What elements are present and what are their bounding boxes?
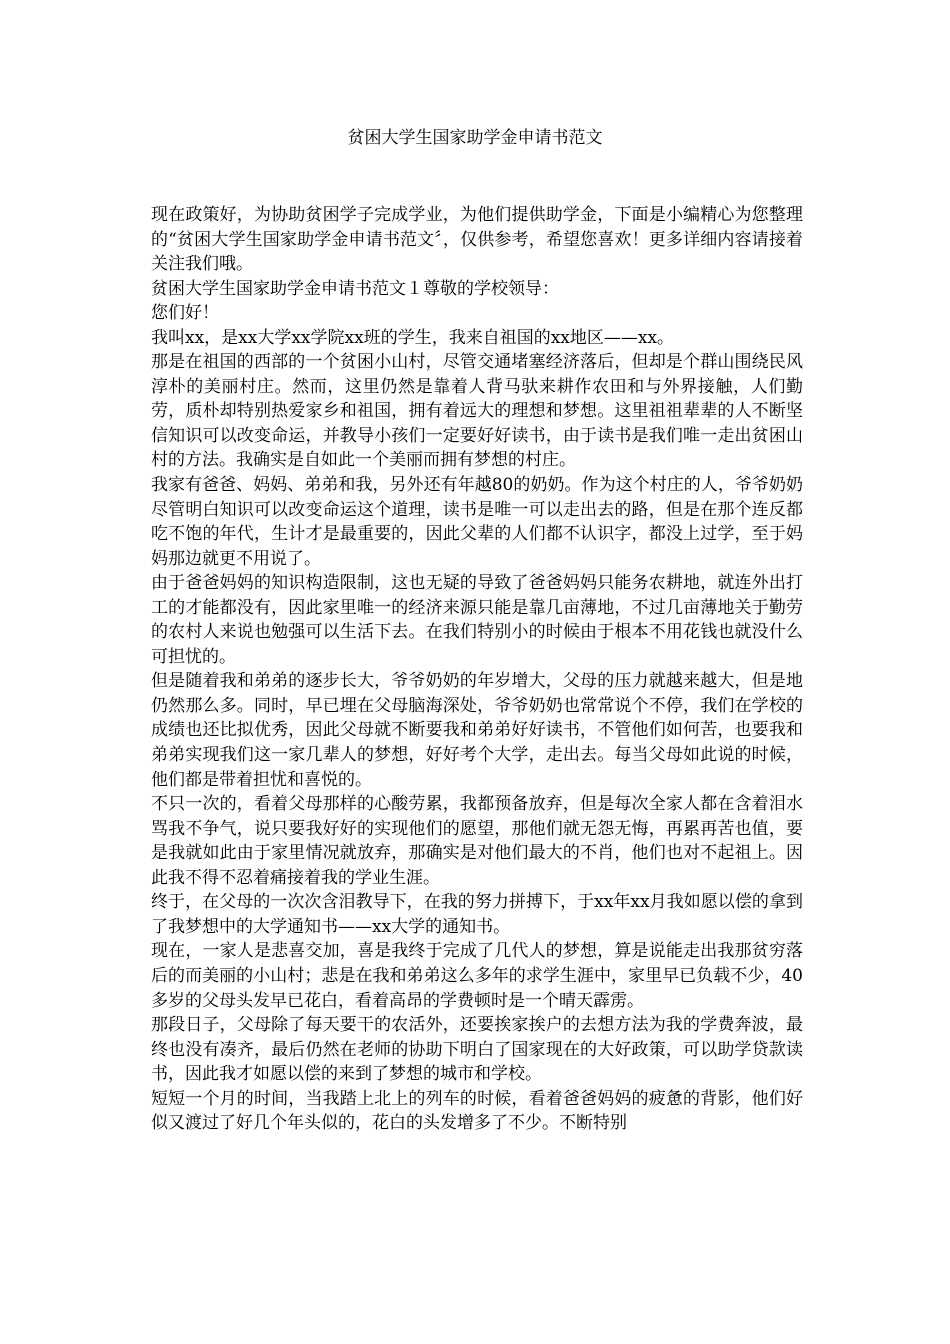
paragraph-admission: 终于，在父母的一次次含泪教导下，在我的努力拼搏下，于xx年xx月我如愿以偿的拿到了我梦想中的大学通知书——xx大学的通知书。 — [151, 892, 803, 937]
paragraph-family: 我家有爸爸、妈妈、弟弟和我，另外还有年越80的奶奶。作为这个村庄的人，爷爷奶奶尽管明白知识可以改变命运这个道理，读书是唯一可以走出去的路，但是在那个连反都吃不饱的年代，生计才是最重要的，因此父辈的人们都不认识字，都没上过学，至于妈妈那边就更不用说了。 — [151, 475, 803, 569]
document-body — [151, 203, 803, 1136]
paragraph-tuition-struggle: 那段日子，父母除了每天要干的农活外，还要挨家挨户的去想方法为我的学费奔波，最终也没有凑齐，最后仍然在老师的协助下明白了国家现在的大好政策，可以助学贷款读书，因此我才如愿以偿的来到了梦想的城市和学校。 — [151, 1015, 803, 1085]
paragraph-self-intro: 我叫xx，是xx大学xx学院xx班的学生，我来自祖国的xx地区——xx。 — [151, 327, 675, 348]
paragraph-intro: 现在政策好，为协助贫困学子完成学业，为他们提供助学金，下面是小编精心为您整理的“贫困大学生国家助学金申请书范文〞，仅供参考，希望您喜欢！更多详细内容请接着关注我们哦。 — [151, 205, 803, 275]
paragraph-parents-knowledge: 由于爸爸妈妈的知识构造限制，这也无疑的导致了爸爸妈妈只能务农耕地，就连外出打工的才能都没有，因此家里唯一的经济来源只能是靠几亩薄地，不过几亩薄地关于勤劳的农村人来说也勉强可以生活下去。在我们特别小的时候由于根本不用花钱也就没什么可担忧的。 — [151, 573, 803, 667]
paragraph-greeting: 您们好！ — [151, 303, 219, 324]
document-title: 贫困大学生国家助学金申请书范文 — [347, 128, 603, 148]
paragraph-heading-sample-1: 贫困大学生国家助学金申请书范文１尊敬的学校领导： — [151, 278, 559, 299]
paragraph-hometown: 那是在祖国的西部的一个贫困小山村，尽管交通堵塞经济落后，但却是个群山围绕民风淳朴的美丽村庄。然而，这里仍然是靠着人背马驮来耕作农田和与外界接触，人们勤劳，质朴却特别热爱家乡和祖国，拥有着远大的理想和梦想。这里祖祖辈辈的人不断坚信知识可以改变命运，并教导小孩们一定要好好读书，由于读书是我们唯一走出贫困山村的方法。我确实是自如此一个美丽而拥有梦想的村庄。 — [151, 352, 803, 471]
paragraph-growing-up: 但是随着我和弟弟的逐步长大，爷爷奶奶的年岁增大，父母的压力就越来越大，但是地仍然那么多。同时，早已埋在父母脑海深处，爷爷奶奶也常常说个不停，我们在学校的成绩也还比拟优秀，因此父母就不断要我和弟弟好好读书，不管他们如何苦，也要我和弟弟实现我们这一家几辈人的梦想，好好考个大学，走出去。每当父母如此说的时候，他们都是带着担忧和喜悦的。 — [151, 671, 803, 790]
paragraph-departure: 短短一个月的时间，当我踏上北上的列车的时候，看着爸爸妈妈的疲惫的背影，他们好似又渡过了好几个年头似的，花白的头发增多了不少。不断特别 — [151, 1088, 803, 1134]
paragraph-mixed-feelings: 现在，一家人是悲喜交加，喜是我终于完成了几代人的梦想，算是说能走出我那贫穷落后的而美丽的小山村；悲是在我和弟弟这么多年的求学生涯中，家里早已负载不少，40多岁的父母头发早已花白，看着高昂的学费顿时是一个晴天霹雳。 — [151, 941, 803, 1011]
paragraph-perseverance: 不只一次的，看着父母那样的心酸劳累，我都预备放弃，但是每次全家人都在含着泪水骂我不争气，说只要我好好的实现他们的愿望，那他们就无怨无悔，再累再苦也值，要是我就如此由于家里情况就放弃，那确实是对他们最大的不肖，他们也对不起祖上。因此我不得不忍着痛接着我的学业生涯。 — [151, 794, 803, 888]
